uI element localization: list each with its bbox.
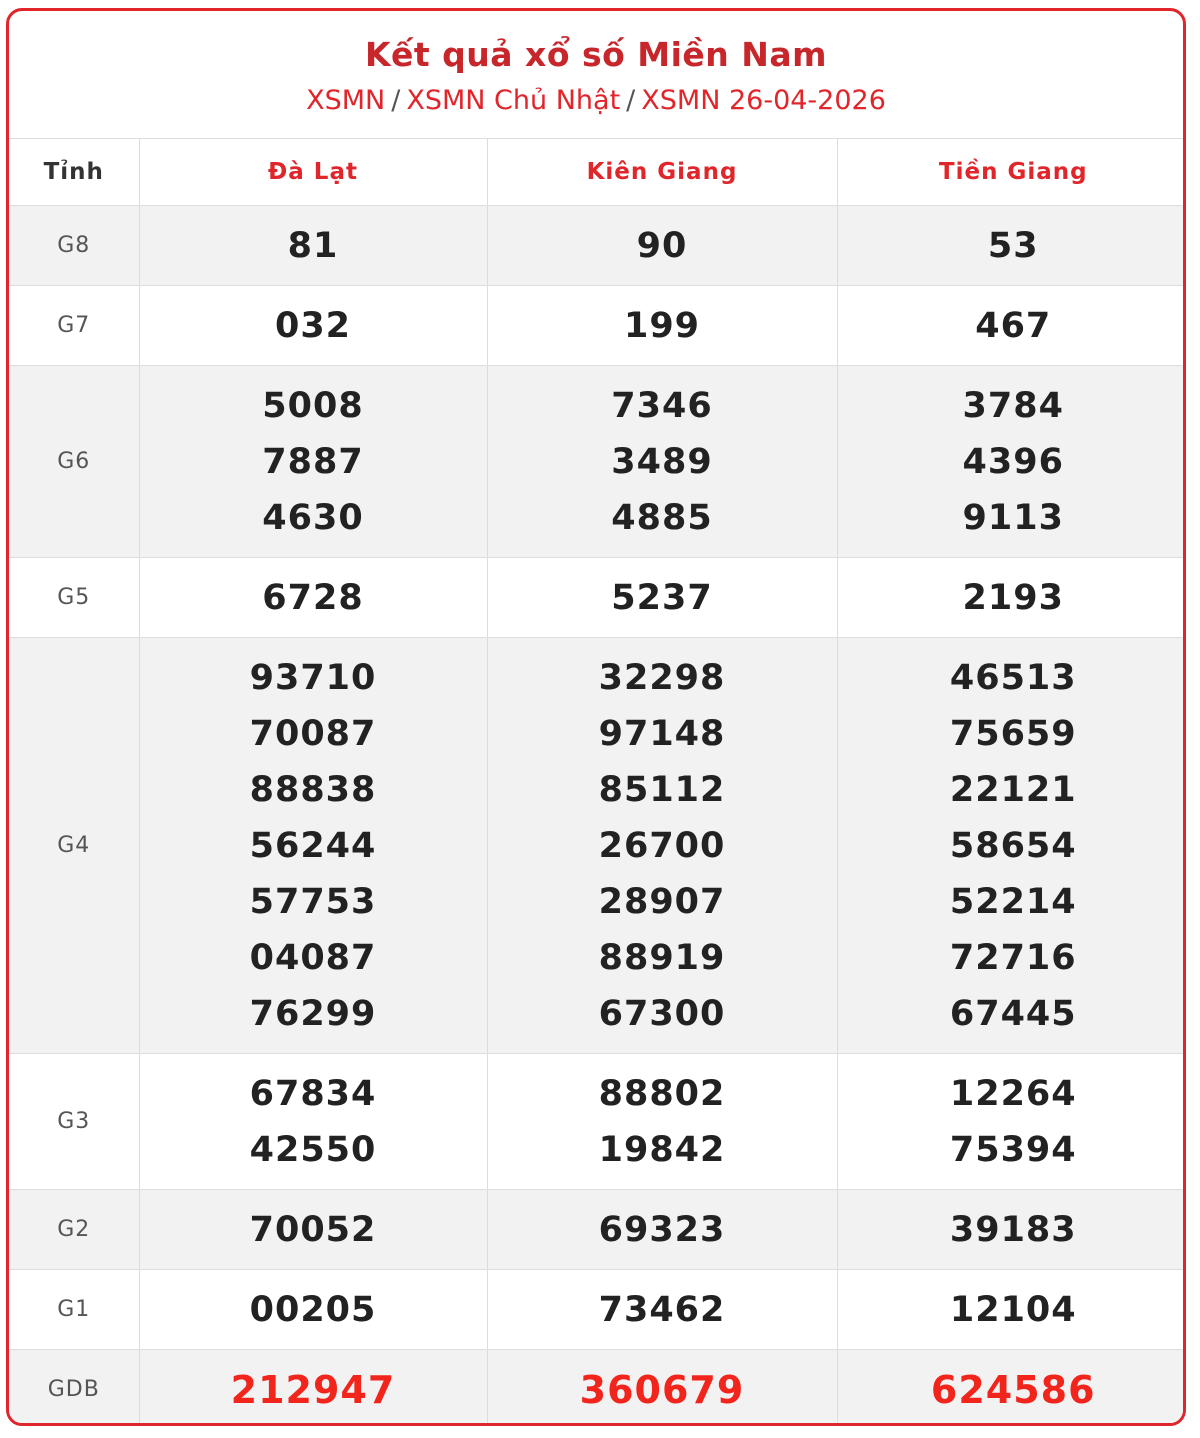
prize-label: GDB: [9, 1350, 139, 1427]
prize-number: 52214: [949, 881, 1077, 922]
prize-number: 56244: [249, 825, 377, 866]
prize-number: 12264: [949, 1073, 1077, 1114]
prize-number: 5008: [262, 385, 364, 426]
prize-label: G6: [9, 366, 139, 558]
results-header: [9, 11, 1183, 139]
prize-label: G3: [9, 1054, 139, 1190]
prize-number: 4630: [262, 497, 364, 538]
results-card: [6, 8, 1186, 1426]
prize-cell: [837, 638, 1186, 1054]
prize-number: 42550: [249, 1129, 377, 1170]
prize-number: 26700: [598, 825, 726, 866]
prize-cell: [837, 1270, 1186, 1350]
prize-number: 53: [987, 225, 1039, 266]
prize-cell: [837, 1190, 1186, 1270]
prize-cell: [139, 206, 487, 286]
prize-cell: [139, 1270, 487, 1350]
prize-number: 7346: [611, 385, 713, 426]
prize-cell: [837, 366, 1186, 558]
prize-cell: [139, 558, 487, 638]
prize-cell: [487, 286, 837, 366]
prize-number: 67300: [598, 993, 726, 1034]
prize-label: G5: [9, 558, 139, 638]
prize-number: 9113: [962, 497, 1064, 538]
prize-cell: [837, 1054, 1186, 1190]
prize-number: 67834: [249, 1073, 377, 1114]
prize-number: 32298: [598, 657, 726, 698]
prize-number: 4396: [962, 441, 1064, 482]
prize-row-g5: [9, 558, 1186, 638]
prize-label: G4: [9, 638, 139, 1054]
special-prize-cell: [837, 1350, 1186, 1427]
special-prize-cell: [487, 1350, 837, 1427]
prize-cell: [487, 366, 837, 558]
prize-number: 81: [287, 225, 339, 266]
special-prize-number: 212947: [230, 1367, 396, 1412]
prize-number: 4885: [611, 497, 713, 538]
prize-cell: [487, 638, 837, 1054]
prize-number: 73462: [598, 1289, 726, 1330]
prize-number: 22121: [949, 769, 1077, 810]
prize-label: G7: [9, 286, 139, 366]
prize-number: 72716: [949, 937, 1077, 978]
breadcrumb-link-xsmn-date[interactable]: XSMN 26-04-2026: [641, 85, 886, 116]
column-header-da-lat[interactable]: Đà Lạt: [139, 139, 487, 206]
prize-number: 28907: [598, 881, 726, 922]
prize-cell: [837, 206, 1186, 286]
prize-number: 46513: [949, 657, 1077, 698]
column-header-kien-giang[interactable]: Kiên Giang: [487, 139, 837, 206]
prize-number: 6728: [262, 577, 364, 618]
prize-cell: [487, 206, 837, 286]
prize-number: 032: [274, 305, 352, 346]
breadcrumb-separator: /: [626, 85, 636, 116]
results-table: [9, 139, 1186, 1426]
prize-cell: [837, 286, 1186, 366]
prize-number: 88838: [249, 769, 377, 810]
special-prize-number: 360679: [579, 1367, 745, 1412]
breadcrumb-link-xsmn-sunday[interactable]: XSMN Chủ Nhật: [406, 85, 621, 116]
prize-cell: [487, 1270, 837, 1350]
prize-number: 69323: [598, 1209, 726, 1250]
prize-number: 7887: [262, 441, 364, 482]
prize-number: 75394: [949, 1129, 1077, 1170]
prize-number: 88919: [598, 937, 726, 978]
prize-row-g4: [9, 638, 1186, 1054]
prize-number: 5237: [611, 577, 713, 618]
prize-row-g8: [9, 206, 1186, 286]
prize-label: G2: [9, 1190, 139, 1270]
prize-number: 12104: [949, 1289, 1077, 1330]
prize-row-g7: [9, 286, 1186, 366]
prize-number: 70087: [249, 713, 377, 754]
column-header-province: Tỉnh: [9, 139, 139, 206]
prize-row-g6: [9, 366, 1186, 558]
prize-number: 00205: [249, 1289, 377, 1330]
prize-number: 3784: [962, 385, 1064, 426]
prize-number: 58654: [949, 825, 1077, 866]
prize-cell: [487, 1190, 837, 1270]
prize-number: 199: [623, 305, 701, 346]
page-title: Kết quả xổ số Miền Nam: [364, 35, 828, 74]
prize-number: 67445: [949, 993, 1077, 1034]
prize-number: 90: [636, 225, 688, 266]
prize-number: 70052: [249, 1209, 377, 1250]
table-header-row: [9, 139, 1186, 206]
prize-cell: [487, 1054, 837, 1190]
prize-number: 75659: [949, 713, 1077, 754]
prize-cell: [139, 366, 487, 558]
prize-number: 76299: [249, 993, 377, 1034]
prize-cell: [487, 558, 837, 638]
prize-row-g2: [9, 1190, 1186, 1270]
breadcrumb: [9, 83, 1183, 119]
prize-cell: [837, 558, 1186, 638]
prize-row-g3: [9, 1054, 1186, 1190]
breadcrumb-separator: /: [391, 85, 401, 116]
prize-number: 04087: [249, 937, 377, 978]
prize-label: G1: [9, 1270, 139, 1350]
prize-number: 88802: [598, 1073, 726, 1114]
prize-number: 85112: [598, 769, 726, 810]
prize-number: 97148: [598, 713, 726, 754]
results-body: [9, 206, 1186, 1427]
prize-cell: [139, 1190, 487, 1270]
breadcrumb-link-xsmn[interactable]: XSMN: [306, 85, 386, 116]
prize-row-g1: [9, 1270, 1186, 1350]
prize-row-gdb: [9, 1350, 1186, 1427]
prize-cell: [139, 286, 487, 366]
prize-number: 2193: [962, 577, 1064, 618]
prize-number: 467: [975, 305, 1052, 346]
prize-cell: [139, 638, 487, 1054]
prize-number: 39183: [949, 1209, 1077, 1250]
column-header-tien-giang[interactable]: Tiền Giang: [837, 139, 1186, 206]
prize-number: 57753: [249, 881, 377, 922]
prize-number: 93710: [249, 657, 377, 698]
prize-label: G8: [9, 206, 139, 286]
prize-cell: [139, 1054, 487, 1190]
special-prize-number: 624586: [930, 1367, 1096, 1412]
special-prize-cell: [139, 1350, 487, 1427]
prize-number: 19842: [598, 1129, 726, 1170]
prize-number: 3489: [611, 441, 713, 482]
